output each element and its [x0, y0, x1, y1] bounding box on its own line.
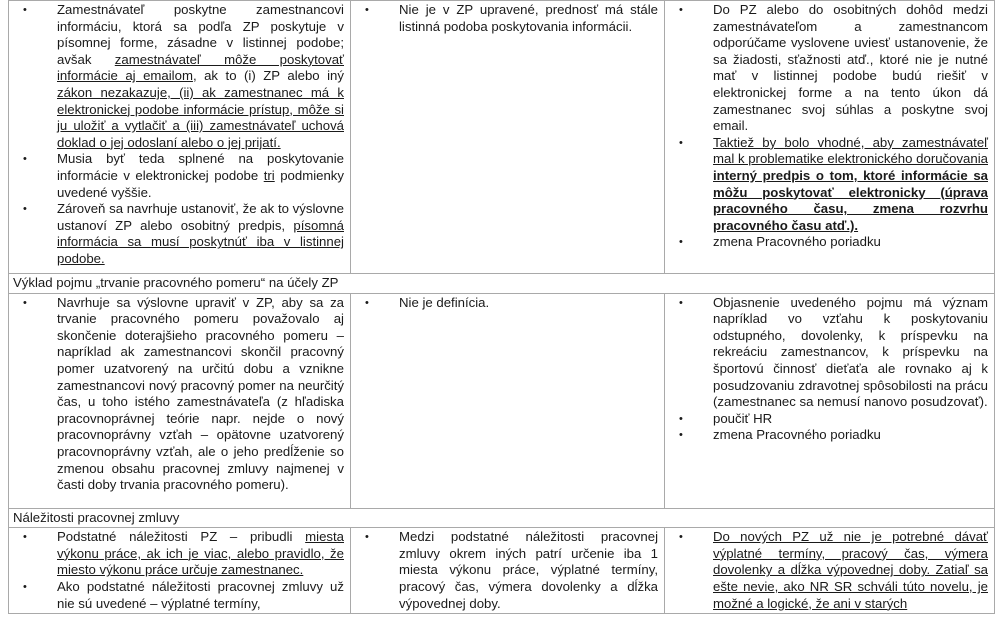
table-row	[9, 528, 995, 614]
list-item	[713, 135, 988, 235]
underlined-text: tri	[263, 167, 275, 183]
list-item	[57, 529, 344, 579]
table-row	[9, 1, 995, 274]
current-state-cell	[9, 293, 351, 508]
list-item: • poučiť HR	[713, 411, 988, 428]
text-run: podmienky uvedené vyššie.	[57, 167, 344, 200]
list-item	[57, 2, 344, 151]
list-item: • zmena Pracovného poriadku	[713, 234, 988, 251]
section-heading-row	[9, 274, 995, 294]
underlined-text: zákon nezakazuje, (ii) ak zamestnanec má k elektronickej podobe informácie prístup, môže si ju uložiť a vytlačiť a (iii) zamestnávateľ uchová doklad o jej odoslaní alebo o jej prijatí.	[57, 84, 344, 150]
bullet-list	[15, 295, 344, 494]
list-item: • zmena Pracovného poriadku	[713, 427, 988, 444]
list-item	[713, 529, 988, 612]
list-item: • Navrhuje sa výslovne upraviť v ZP, aby sa za trvanie pracovného pomeru považovalo aj skončenie doterajšieho pracovného pomeru – napríklad ak zamestnancovi skončil pracovný pomer uzatvorený na určitú dobu a vznikne zamestnancovi nový pracovný pomer na neurčitý čas, u toho istého zamestnávateľa (z hľadiska pracovnoprávnej teórie napr. nejde o nový pracovnoprávny vzťah – opätovne uzatvorený pracovnoprávny vzťah, ale o jeho predĺženie so zmenou obsahu pracovnej zmluvy najmenej v časti doby trvania pracovného pomeru).	[57, 295, 344, 494]
underlined-text: Taktiež by bolo vhodné, aby zamestnávateľ mal k problematike elektronického doručovania	[713, 134, 988, 167]
list-item: • Medzi podstatné náležitosti pracovnej zmluvy okrem iných patrí určenie iba 1 miesta výkonu práce, výplatné termíny, pracový čas, výmera dovolenky a dĺžka výpovednej doby.	[399, 529, 658, 612]
text-run: Zároveň sa navrhuje ustanoviť, že ak to výslovne ustanoví ZP alebo osobitný predpis,	[57, 201, 344, 233]
bullet-list	[357, 529, 658, 612]
text-run: Zamestnávateľ poskytne zamestnancovi informáciu, ktorá sa podľa ZP poskytuje v písomnej forme, zásadne v listinnej podobe; avšak	[57, 2, 344, 67]
list-item: • Ako podstatné náležitosti pracovnej zmluvy už nie sú uvedené – výplatné termíny,	[57, 579, 344, 612]
list-item: • Nie je v ZP upravené, prednosť má stále listinná podoba poskytovania informácii.	[399, 2, 658, 35]
list-item: • Do PZ alebo do osobitných dohôd medzi zamestnávateľom a zamestnancom odporúčame vyslovene uviesť ustanovenie, že sa žiadosti, sťažnosti atď., ktoré nie je nutné mať v listinnej podobe budú riešiť v elektronickej forme a na tento úkon dá zamestnanec svoj súhlas a poskytne svoj email.	[713, 2, 988, 135]
table-row	[9, 293, 995, 508]
bullet-list	[671, 2, 988, 251]
recommendation-cell	[665, 1, 995, 274]
section-title: Výklad pojmu „trvanie pracovného pomeru“ na účely ZP	[9, 274, 995, 294]
underlined-text: zamestnávateľ môže poskytovať informácie aj emailom	[57, 51, 344, 84]
underlined-text: miesta výkonu práce, ak ich je viac, alebo pravidlo, že miesto výkonu práce určuje zamestnanec.	[57, 529, 344, 578]
section-title: Náležitosti pracovnej zmluvy	[9, 508, 995, 528]
section-heading-row	[9, 508, 995, 528]
previous-state-cell	[351, 1, 665, 274]
bullet-list	[671, 295, 988, 444]
text-run: Podstatné náležitosti PZ – pribudli	[57, 529, 306, 545]
list-item: • Nie je definícia.	[399, 295, 658, 312]
bullet-list	[357, 2, 658, 35]
underlined-text: písomná informácia sa musí poskytnúť iba v listinnej podobe.	[57, 217, 344, 266]
list-item	[57, 201, 344, 267]
list-item: • Objasnenie uvedeného pojmu má význam napríklad vo vzťahu k poskytovaniu odstupného, dovolenky, k príspevku na rekreáciu zamestnancov, k príspevku na športovú činnosť dieťaťa ale rovnako aj k posudzovaniu zdravotnej spôsobilosti na prácu (zamestnanec sa nemusí nanovo posudzovať).	[713, 295, 988, 411]
bullet-list	[671, 529, 988, 612]
bullet-list	[15, 529, 344, 612]
current-state-cell	[9, 1, 351, 274]
bullet-list	[357, 295, 658, 312]
recommendation-cell	[665, 528, 995, 614]
list-item	[57, 151, 344, 201]
bullet-list	[15, 2, 344, 268]
underlined-text: Do nových PZ už nie je potrebné dávať výplatné termíny, pracový čas, výmera dovolenky a dĺžka výpovednej doby. Zatiaľ sa ešte nevie, ako NR SR schváli túto novelu, je možné a logické, že ani v starých	[713, 529, 988, 611]
previous-state-cell	[351, 528, 665, 614]
previous-state-cell	[351, 293, 665, 508]
comparison-table	[8, 0, 995, 614]
text-run: Musia byť teda splnené na poskytovanie informácie v elektronickej podobe	[57, 151, 344, 183]
recommendation-cell	[665, 293, 995, 508]
current-state-cell	[9, 528, 351, 614]
text-run: , ak to (i) ZP alebo iný	[192, 68, 344, 84]
document-page	[8, 0, 994, 625]
bold-underlined-text: interný predpis o tom, ktoré informácie sa môžu poskytovať elektronicky (úprava pracovného času, zmena rozvrhu pracovného času atď.).	[713, 167, 988, 233]
